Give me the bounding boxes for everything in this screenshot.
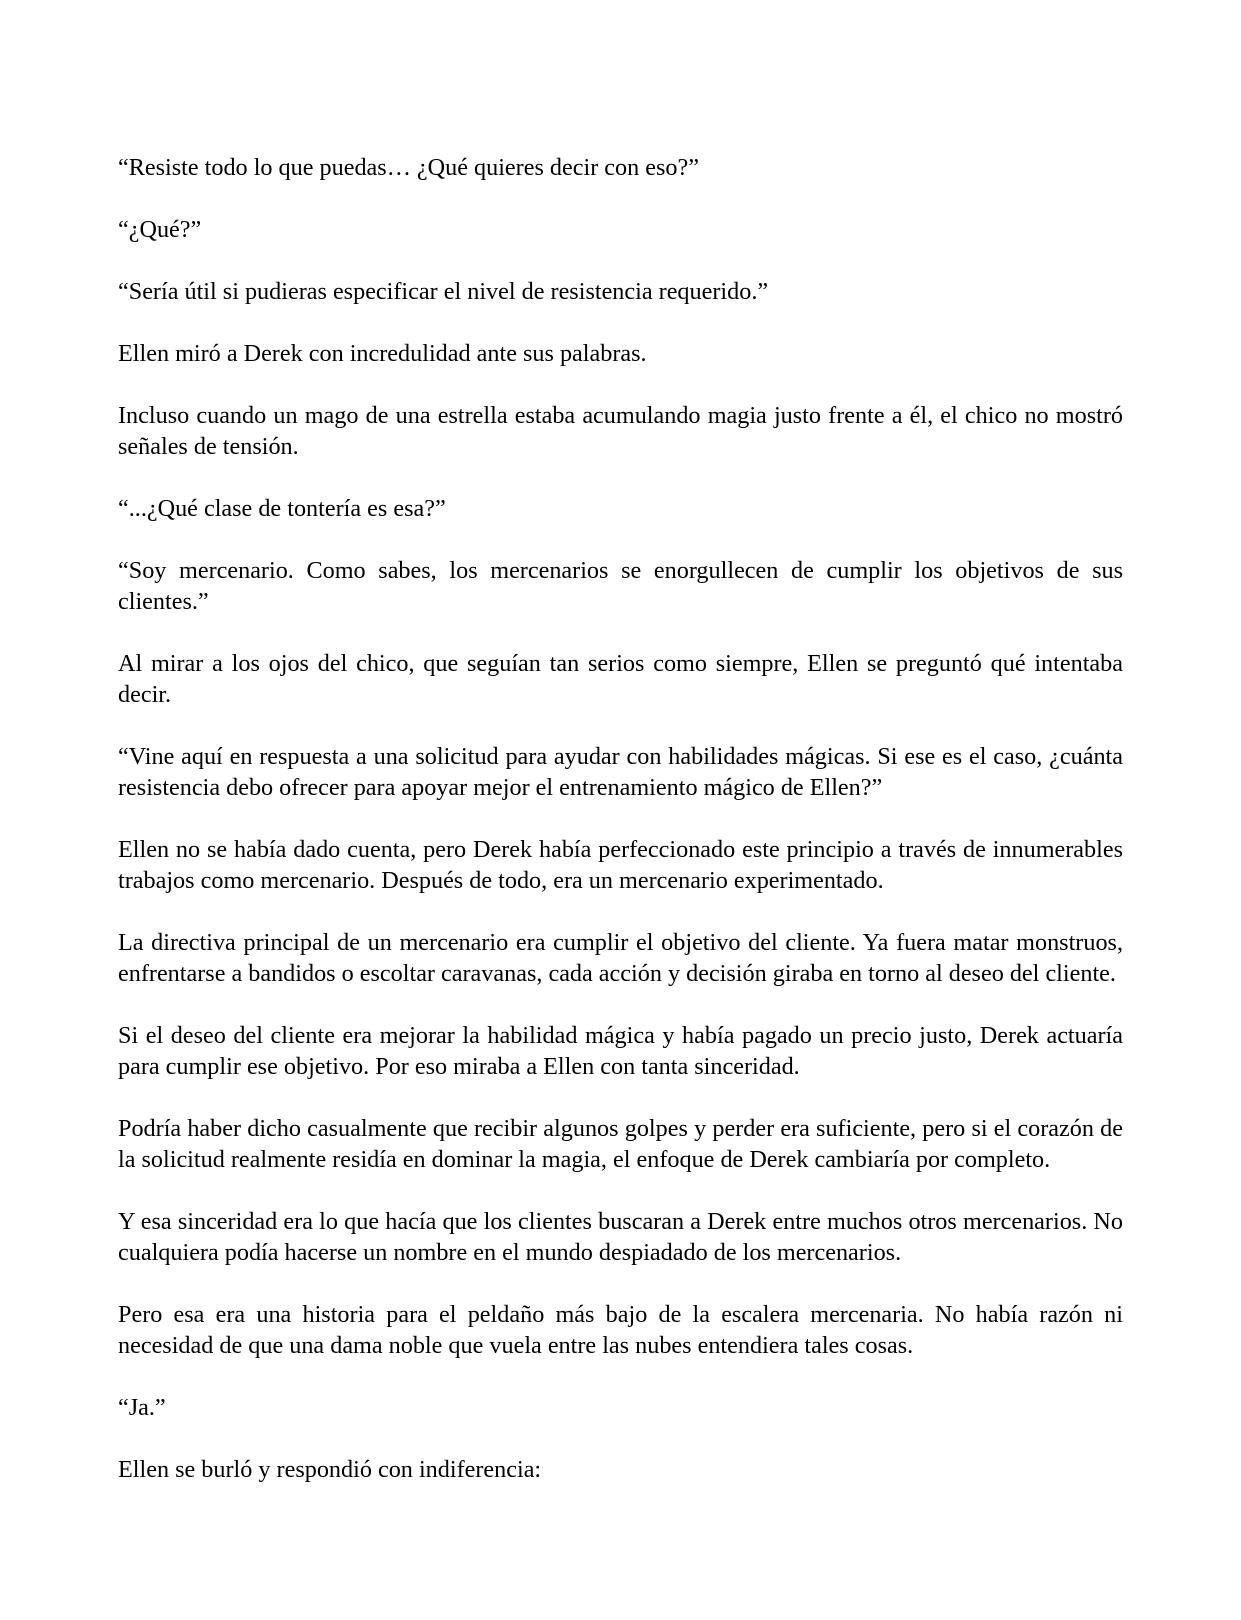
paragraph: Ellen miró a Derek con incredulidad ante sus palabras. (118, 340, 647, 367)
paragraph: “Resiste todo lo que puedas… ¿Qué quieres decir con eso?” (118, 154, 699, 181)
paragraph: “Vine aquí en respuesta a una solicitud para ayudar con habilidades mágicas. Si ese es el caso, ¿cuánta resistencia debo ofrecer para apoyar mejor el entrenamiento mágico de Ellen?” (118, 743, 1123, 801)
paragraph: Incluso cuando un mago de una estrella estaba acumulando magia justo frente a él, el chico no mostró señales de tensión. (118, 402, 1123, 460)
paragraph: Si el deseo del cliente era mejorar la habilidad mágica y había pagado un precio justo, Derek actuaría para cumplir ese objetivo. Por eso miraba a Ellen con tanta sinceridad. (118, 1022, 1123, 1080)
paragraph: Ellen se burló y respondió con indiferencia: (118, 1456, 542, 1483)
document-body (118, 152, 1123, 1485)
paragraph: “...¿Qué clase de tontería es esa?” (118, 495, 446, 522)
paragraph: Al mirar a los ojos del chico, que seguían tan serios como siempre, Ellen se preguntó qué intentaba decir. (118, 650, 1123, 708)
paragraph: “¿Qué?” (118, 216, 202, 243)
paragraph: Podría haber dicho casualmente que recibir algunos golpes y perder era suficiente, pero si el corazón de la solicitud realmente residía en dominar la magia, el enfoque de Derek cambiaría por completo. (118, 1115, 1123, 1173)
paragraph: Ellen no se había dado cuenta, pero Derek había perfeccionado este principio a través de innumerables trabajos como mercenario. Después de todo, era un mercenario experimentado. (118, 836, 1123, 894)
paragraph: La directiva principal de un mercenario era cumplir el objetivo del cliente. Ya fuera matar monstruos, enfrentarse a bandidos o escoltar caravanas, cada acción y decisión giraba en torno al deseo del cliente. (118, 929, 1123, 987)
paragraph: “Ja.” (118, 1394, 166, 1421)
paragraph: “Soy mercenario. Como sabes, los mercenarios se enorgullecen de cumplir los objetivos de sus clientes.” (118, 557, 1123, 615)
paragraph: Pero esa era una historia para el peldaño más bajo de la escalera mercenaria. No había razón ni necesidad de que una dama noble que vuela entre las nubes entendiera tales cosas. (118, 1301, 1123, 1359)
paragraph: “Sería útil si pudieras especificar el nivel de resistencia requerido.” (118, 278, 769, 305)
paragraph: Y esa sinceridad era lo que hacía que los clientes buscaran a Derek entre muchos otros mercenarios. No cualquiera podía hacerse un nombre en el mundo despiadado de los mercenarios. (118, 1208, 1123, 1266)
